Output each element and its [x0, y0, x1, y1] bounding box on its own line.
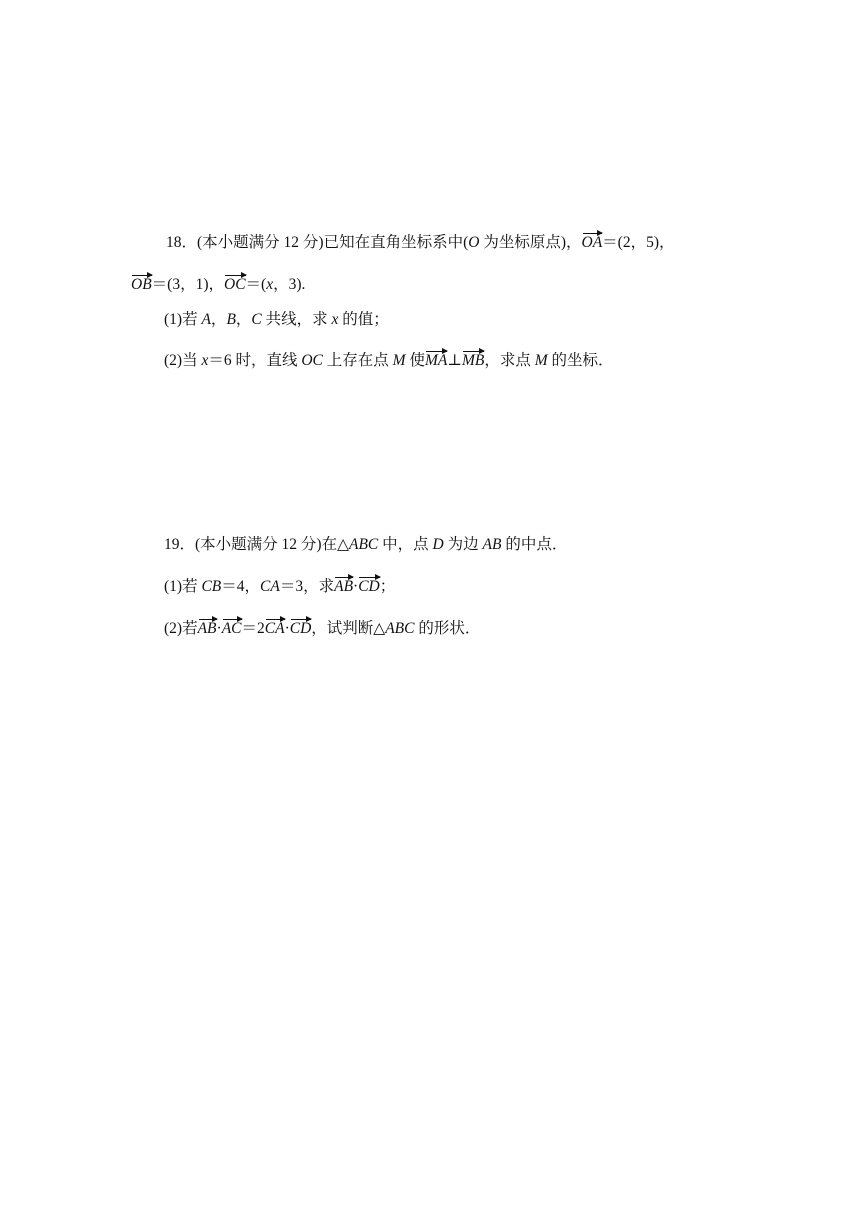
text: 19．(本小题满分 12 分)在△	[164, 536, 349, 553]
vector-CD: CD	[358, 576, 380, 598]
dot-product-symbol: ·	[353, 578, 359, 595]
text: 的值；	[338, 311, 389, 328]
text: 的中点．	[501, 536, 568, 553]
vector-MB: MB	[462, 350, 484, 372]
var-O: O	[468, 234, 480, 251]
var-M: M	[534, 352, 548, 369]
q19-part-2	[164, 618, 480, 640]
text: 的形状．	[414, 620, 481, 637]
vector-MA: MA	[425, 350, 447, 372]
text: 为边	[443, 536, 483, 553]
var-x: x	[266, 276, 274, 293]
text: 的坐标．	[547, 352, 614, 369]
text: ＝(2，5)，	[602, 234, 675, 251]
text: ，	[235, 311, 252, 328]
vector-AB: AB	[334, 576, 353, 598]
text: ＝4，	[221, 578, 261, 595]
text: ＝3，求	[279, 578, 335, 595]
dot-product-symbol: ·	[216, 620, 222, 637]
vector-CA: CA	[265, 618, 285, 640]
q19-part-1	[164, 576, 395, 598]
vector-OA: OA	[582, 232, 603, 254]
text: ，试判断△	[311, 620, 386, 637]
text: 共线，求	[261, 311, 332, 328]
var-ABC: ABC	[349, 536, 379, 553]
vector-OB: OB	[131, 274, 152, 296]
var-ABC: ABC	[385, 620, 415, 637]
text: ＝6 时，直线	[208, 352, 302, 369]
var-B: B	[226, 311, 236, 328]
var-CB: CB	[201, 578, 222, 595]
q19-stem	[164, 534, 567, 556]
text: (1)若	[164, 578, 202, 595]
text: (1)若	[164, 311, 202, 328]
text: ，求点	[484, 352, 535, 369]
var-CA: CA	[260, 578, 280, 595]
var-x: x	[331, 311, 339, 328]
vector-OC: OC	[224, 274, 246, 296]
dot-product-symbol: ·	[284, 620, 290, 637]
text: 18．(本小题满分 12 分)已知在直角坐标系中(	[166, 234, 469, 251]
text: 为坐标原点)，	[479, 234, 582, 251]
vector-CD: CD	[290, 618, 312, 640]
text: (2)当	[164, 352, 202, 369]
text: ＝(3，1)，	[151, 276, 224, 293]
q18-stem-line-2	[131, 274, 305, 296]
q18-stem-line-1	[166, 232, 675, 254]
var-OC: OC	[301, 352, 323, 369]
text: 使	[405, 352, 425, 369]
text: ＝2	[241, 620, 265, 637]
var-M: M	[392, 352, 406, 369]
text: (2)若	[164, 620, 198, 637]
text: ，	[210, 311, 227, 328]
q18-part-1	[164, 309, 389, 331]
text: 中，点	[378, 536, 433, 553]
var-A: A	[201, 311, 211, 328]
text: 上存在点	[322, 352, 393, 369]
var-x: x	[201, 352, 209, 369]
text: ，3).	[273, 276, 306, 293]
perpendicular-symbol: ⊥	[447, 352, 462, 369]
text: ；	[379, 578, 396, 595]
q18-part-2	[164, 350, 614, 372]
vector-AB: AB	[198, 618, 217, 640]
var-AB: AB	[482, 536, 502, 553]
vector-AC: AC	[222, 618, 242, 640]
text: ＝(	[245, 276, 267, 293]
var-D: D	[432, 536, 444, 553]
var-C: C	[251, 311, 262, 328]
